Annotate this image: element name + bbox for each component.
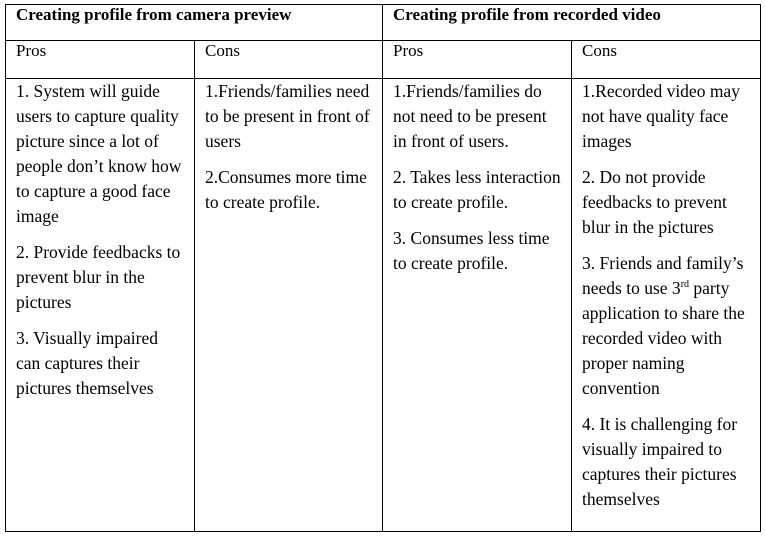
ordinal-suffix: rd <box>680 279 690 291</box>
list-item: 3. Visually impaired can captures their pictures themselves <box>16 328 159 398</box>
list-item-text: 3. Friends and family’s needs to use 3 <box>582 253 744 298</box>
list-item: 2. Do not provide feedbacks to prevent blur in the pictures <box>582 167 727 237</box>
cons-header: Cons <box>572 41 761 79</box>
pros-header: Pros <box>6 41 195 79</box>
list-item: 1.Friends/families need to be present in front of users <box>205 81 370 151</box>
list-item: 2. Takes less interaction to create profile. <box>393 167 561 212</box>
camera-preview-cons-cell <box>195 79 383 532</box>
list-item: 4. It is challenging for visually impaired to captures their pictures themselves <box>582 414 738 509</box>
camera-preview-pros-cell <box>6 79 195 532</box>
list-item: 1.Recorded video may not have quality face images <box>582 81 740 151</box>
pros-cons-table <box>5 4 761 532</box>
cons-header: Cons <box>195 41 383 79</box>
list-item: 2.Consumes more time to create profile. <box>205 167 367 212</box>
list-item: 1.Friends/families do not need to be present in front of users. <box>393 81 547 151</box>
list-item <box>582 251 752 401</box>
group-title-camera-preview: Creating profile from camera preview <box>6 5 383 41</box>
list-item: 1. System will guide users to capture quality picture since a lot of people don’t know how to capture a good face image <box>16 81 182 226</box>
list-item-text: party application to share the recorded video with proper naming convention <box>582 278 745 398</box>
pros-header: Pros <box>383 41 572 79</box>
recorded-video-pros-cell <box>383 79 572 532</box>
list-item: 3. Consumes less time to create profile. <box>393 228 550 273</box>
recorded-video-cons-cell <box>572 79 761 532</box>
list-item: 2. Provide feedbacks to prevent blur in the pictures <box>16 242 181 312</box>
group-title-recorded-video: Creating profile from recorded video <box>383 5 761 41</box>
